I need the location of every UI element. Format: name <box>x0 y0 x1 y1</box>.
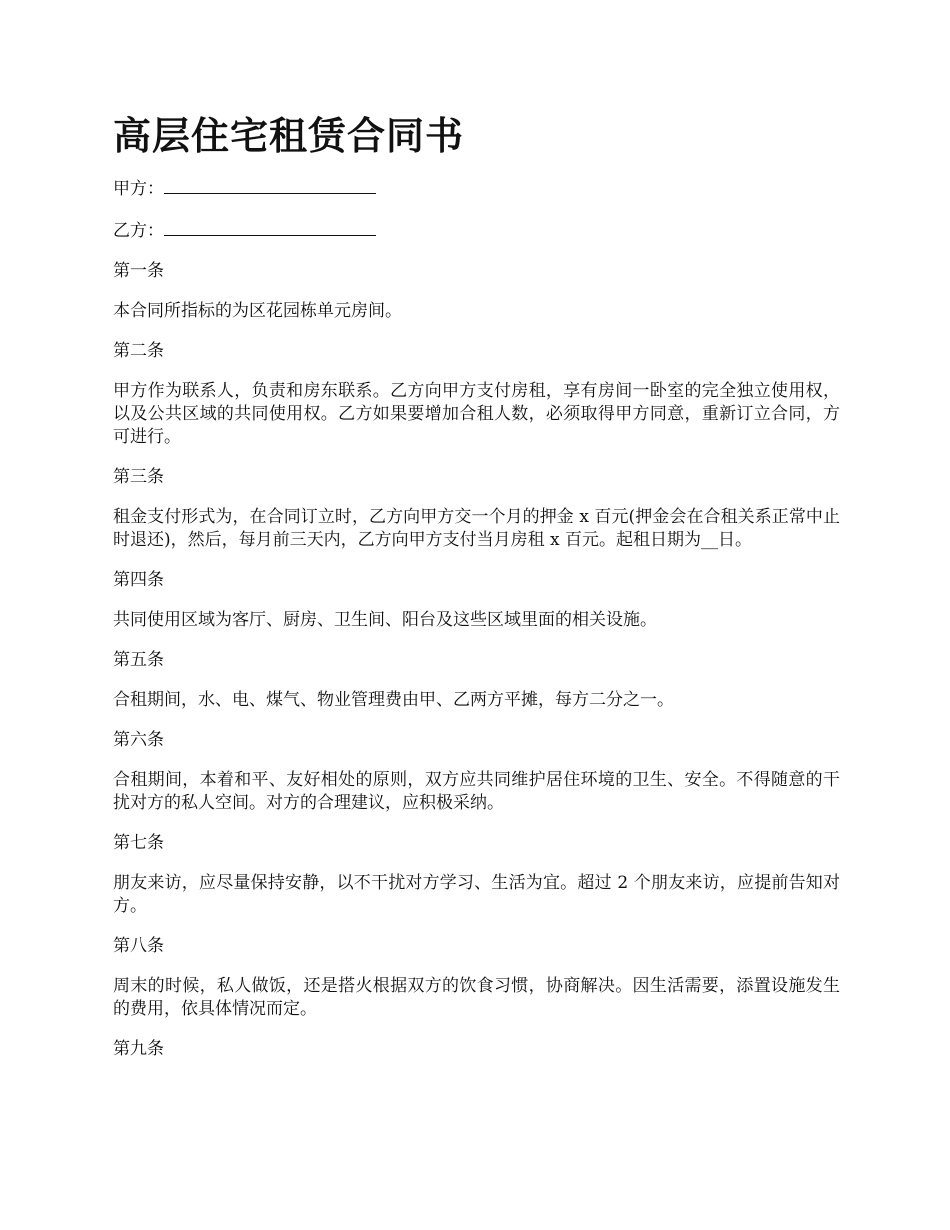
article-4-text: 共同使用区域为客厅、厨房、卫生间、阳台及这些区域里面的相关设施。 <box>113 610 657 630</box>
party-a-blank <box>164 176 376 194</box>
article-8-text: 周末的时候，私人做饭，还是搭火根据双方的饮食习惯，协商解决。因生活需要，添置设施发生的费用，依具体情况而定。 <box>113 976 840 1019</box>
article-5-heading: 第五条 <box>113 650 164 670</box>
article-5-text: 合租期间，水、电、煤气、物业管理费由甲、乙两方平摊，每方二分之一。 <box>113 690 674 710</box>
article-8-heading: 第八条 <box>113 936 164 956</box>
party-b-label: 乙方： <box>113 221 164 241</box>
article-3-text: 租金支付形式为，在合同订立时，乙方向甲方交一个月的押金 x 百元(押金会在合租关系正常中止时退还)，然后，每月前三天内，乙方向甲方支付当月房租 x 百元。起租日期为__日。 <box>113 507 840 550</box>
article-9-heading: 第九条 <box>113 1039 164 1059</box>
article-6-heading: 第六条 <box>113 730 164 750</box>
party-b-line <box>113 218 840 243</box>
article-2-heading: 第二条 <box>113 341 164 361</box>
article-2-text: 甲方作为联系人，负责和房东联系。乙方向甲方支付房租，享有房间一卧室的完全独立使用权，以及公共区域的共同使用权。乙方如果要增加合租人数，必须取得甲方同意，重新订立合同，方可进行。 <box>113 381 840 447</box>
party-a-label: 甲方： <box>113 179 164 199</box>
article-7-text: 朋友来访，应尽量保持安静，以不干扰对方学习、生活为宜。超过 2 个朋友来访，应提前告知对方。 <box>113 873 840 916</box>
article-3-heading: 第三条 <box>113 467 164 487</box>
article-6-text: 合租期间，本着和平、友好相处的原则，双方应共同维护居住环境的卫生、安全。不得随意的干扰对方的私人空间。对方的合理建议，应积极采纳。 <box>113 770 840 813</box>
article-1-heading: 第一条 <box>113 261 164 281</box>
party-b-blank <box>164 218 376 236</box>
article-1-text: 本合同所指标的为区花园栋单元房间。 <box>113 301 402 321</box>
document-body <box>113 176 840 1078</box>
party-a-line <box>113 176 840 201</box>
article-7-heading: 第七条 <box>113 833 164 853</box>
article-4-heading: 第四条 <box>113 570 164 590</box>
document-title: 高层住宅租赁合同书 <box>113 114 465 158</box>
